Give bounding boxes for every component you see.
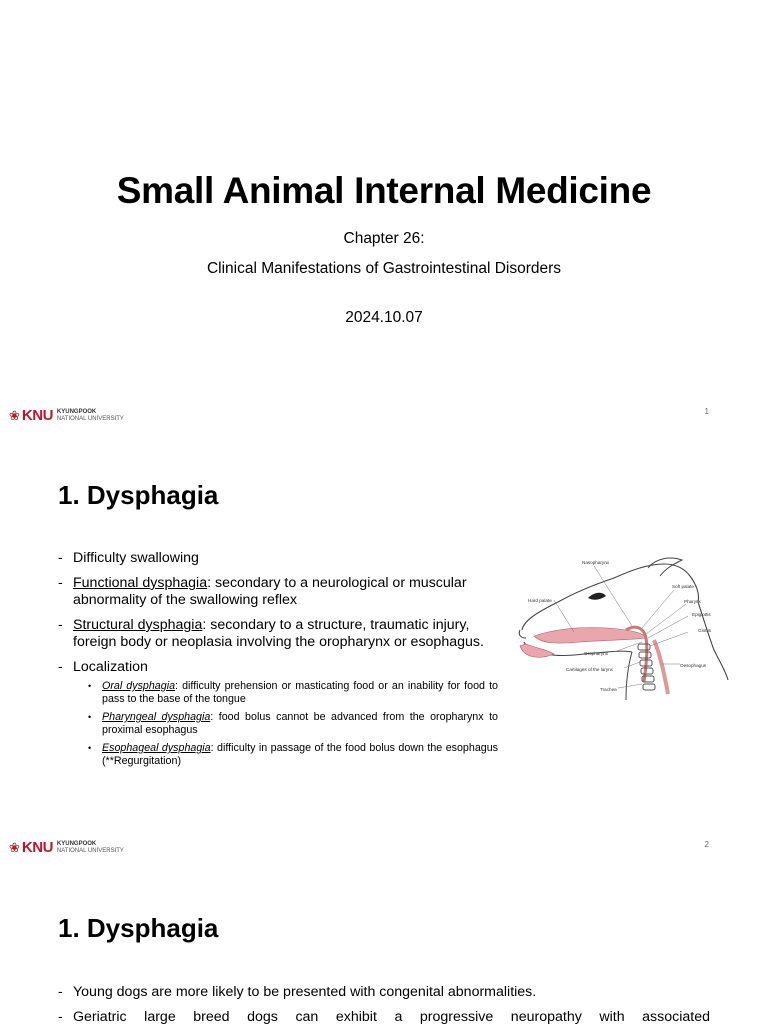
university-logo (9, 408, 124, 423)
list-item: - Localization • Oral dysphagia: difficulty prehension or masticating food or an inability for food to pass to the base of the tongue • Pharyngeal dysphagia: food bolus cannot be advanced from the oropharynx to proximal esophagus • Esophageal dysphagia: difficulty in passage of the food bolus down the esophagus (**Regurgitation) (58, 659, 498, 767)
list-item: - Structural dysphagia: secondary to a structure, traumatic injury, foreign body or neoplasia involving the oropharynx or esophagus. (58, 617, 484, 650)
term-structural-dysphagia: Structural dysphagia (73, 617, 203, 633)
bullet-list (58, 984, 710, 1034)
logo-brand: KNU (21, 407, 53, 424)
label-soft-palate: Soft palate (672, 584, 694, 589)
localization-sublist (88, 680, 498, 768)
term-functional-dysphagia: Functional dysphagia (73, 575, 208, 591)
list-item: - Young dogs are more likely to be presented with congenital abnormalities. (58, 984, 537, 1000)
label-trachea: Trachea (600, 687, 617, 692)
dysphagia-slide-2 (0, 839, 768, 1025)
label-esophagus: Oesophagus (680, 663, 707, 668)
slide-heading: 1. Dysphagia (58, 480, 219, 510)
knu-emblem-icon: ❀ (9, 840, 20, 855)
logo-line2: NATIONAL UNIVERSITY (56, 415, 124, 422)
logo-text (57, 841, 124, 855)
dysphagia-slide-1 (0, 407, 768, 868)
label-oropharynx: Oropharynx (584, 651, 609, 656)
slide-heading: 1. Dysphagia (58, 913, 219, 943)
logo-line1: KYUNGPOOK (56, 840, 97, 847)
chapter-subtitle: Clinical Manifestations of Gastrointestinal Disorders (206, 260, 562, 277)
sub-list-item: • Pharyngeal dysphagia: food bolus cannot be advanced from the oropharynx to proximal esophagus (88, 711, 498, 736)
logo-line2: NATIONAL UNIVERSITY (56, 847, 124, 854)
list-item: - Difficulty swallowing (58, 550, 199, 566)
label-hard-palate: Hard palate (528, 598, 552, 603)
knu-emblem-icon: ❀ (9, 408, 20, 423)
list-item: - Functional dysphagia: secondary to a neurological or muscular abnormality of the swallowing reflex (58, 575, 467, 608)
logo-brand: KNU (21, 839, 53, 856)
label-nasopharynx: Nasopharynx (582, 560, 610, 565)
logo-line1: KYUNGPOOK (56, 408, 97, 415)
page-number: 1 (704, 407, 709, 416)
title-slide (0, 0, 768, 434)
label-epiglottis: Epiglottis (692, 612, 711, 617)
presentation-date: 2024.10.07 (345, 309, 423, 326)
list-item: - Geriatric large breed dogs can exhibit a progressive neuropathy with associated (58, 1009, 710, 1025)
bullet-list (58, 550, 498, 776)
chapter-label: Chapter 26: (343, 230, 425, 247)
sub-list-item: • Esophageal dysphagia: difficulty in passage of the food bolus down the esophagus (**Regurgitation) (88, 742, 498, 767)
label-cartilages: Cartilages of the larynx (566, 667, 613, 672)
page-number: 2 (704, 840, 709, 849)
label-glottis: Glottis (698, 628, 712, 633)
university-logo (9, 840, 124, 855)
logo-text (57, 409, 124, 423)
label-pharynx: Pharynx (684, 599, 701, 604)
dog-swallowing-anatomy-diagram (514, 554, 730, 702)
sub-list-item: • Oral dysphagia: difficulty prehension or masticating food or an inability for food to pass to the base of the tongue (88, 680, 498, 705)
presentation-title: Small Animal Internal Medicine (116, 170, 652, 211)
